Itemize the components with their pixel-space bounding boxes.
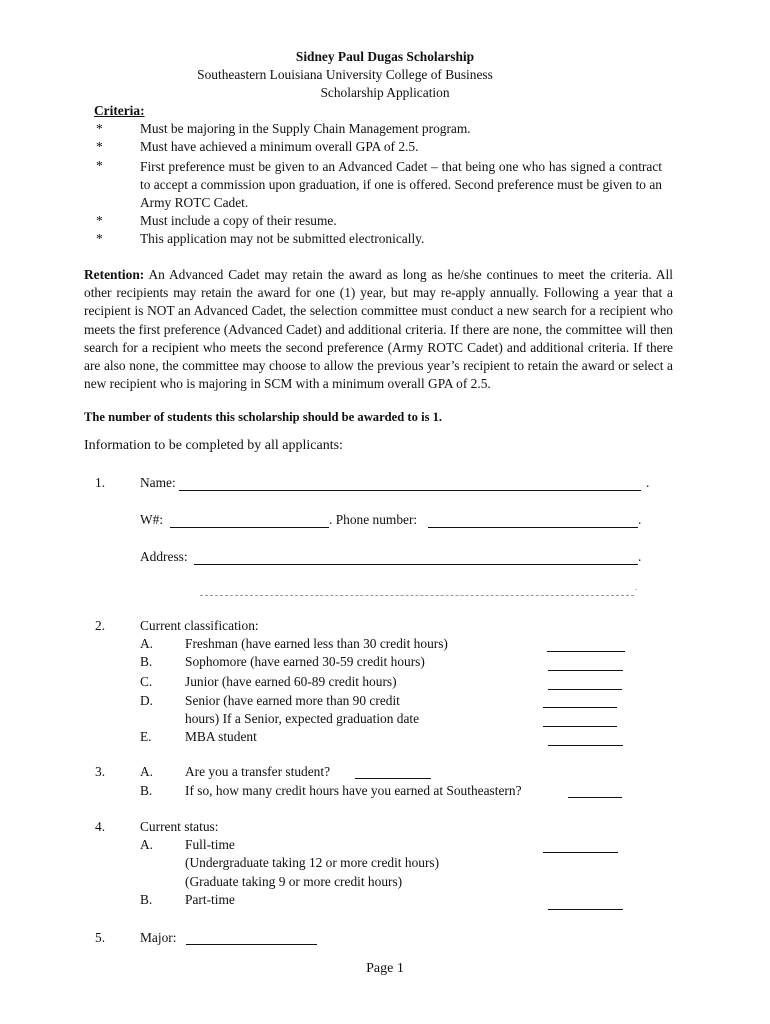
major-field[interactable] [186,944,317,945]
address-end: . [638,549,642,564]
option-letter: A. [140,764,154,779]
page-number: Page 1 [366,961,404,976]
award-count: The number of students this scholarship should be awarded to is 1. [84,410,443,424]
criteria-bullet: * [96,121,103,136]
option-part-time: Part-time [185,892,235,907]
option-letter: C. [140,674,153,689]
retention-text: An Advanced Cadet may retain the award as long as he/she continues to meet the criteria. All other recipients may retain the award for one (1) year, but may re-apply annually. Following a year that a recipient is NOT an Advanced Cadet, the selection committee must conduct a new search for a recipient who meets the first preference (Advanced Cadet) and additional criteria. If there are none, the committee will then search for a recipient who meets the second preference (Army ROTC Cadet) and additional criteria. If there are also none, the committee may choose to allow the previous year’s recipient to retain the award or select a new recipient who is majoring in SCM with a minimum overall GPA of 2.5. [84,267,673,392]
address-line-2-field[interactable] [200,595,634,596]
phone-field[interactable] [428,527,638,528]
option-senior: Senior (have earned more than 90 credit [185,693,400,708]
address-label: Address: [140,549,188,564]
address-line-2-end: . [635,582,638,593]
name-label: Name: [140,475,176,490]
question-number: 2. [95,618,106,633]
option-letter: B. [140,654,153,669]
option-senior-cont: hours) If a Senior, expected graduation date [185,711,420,726]
criteria-heading: Criteria: [94,103,145,118]
full-time-field[interactable] [543,852,618,853]
transfer-question: Are you a transfer student? [185,764,331,779]
full-time-note-undergrad: (Undergraduate taking 12 or more credit hours) [185,855,440,870]
credit-hours-field[interactable] [568,797,622,798]
criteria-bullet: * [96,231,103,246]
criteria-bullet: * [96,213,103,228]
criteria-item: Must have achieved a minimum overall GPA of 2.5. [140,139,419,154]
option-sophomore: Sophomore (have earned 30-59 credit hours) [185,654,425,669]
major-label: Major: [140,930,177,945]
classification-label: Current classification: [140,618,259,633]
sophomore-field[interactable] [548,670,623,671]
criteria-item: Must include a copy of their resume. [140,213,337,228]
option-letter: A. [140,837,154,852]
retention-paragraph [84,266,673,393]
criteria-bullet: * [96,139,103,154]
retention-label: Retention: [84,267,145,282]
question-number: 3. [95,764,106,779]
info-intro: Information to be completed by all applicants: [84,438,343,453]
option-letter: B. [140,892,153,907]
address-field[interactable] [194,564,638,565]
name-field[interactable] [179,490,641,491]
criteria-item: This application may not be submitted electronically. [140,231,425,246]
mba-field[interactable] [548,745,623,746]
option-letter: A. [140,636,154,651]
question-number: 4. [95,819,106,834]
junior-field[interactable] [548,689,622,690]
option-junior: Junior (have earned 60-89 credit hours) [185,674,397,689]
graduation-date-field[interactable] [543,726,617,727]
option-letter: D. [140,693,154,708]
form-name: Scholarship Application [320,85,450,100]
option-mba: MBA student [185,729,257,744]
senior-field[interactable] [543,707,617,708]
option-full-time: Full-time [185,837,235,852]
option-letter: E. [140,729,152,744]
document-title: Sidney Paul Dugas Scholarship [295,49,475,64]
phone-label: . Phone number: [329,512,418,527]
status-label: Current status: [140,819,219,834]
w-number-field[interactable] [170,527,329,528]
transfer-field[interactable] [355,778,431,779]
criteria-item: Must be majoring in the Supply Chain Management program. [140,121,471,136]
phone-end: . [638,512,642,527]
name-end: . [646,475,650,490]
criteria-item: First preference must be given to an Advanced Cadet – that being one who has signed a contract to accept a commission upon graduation, if one is offered. Second preference must be given to an Army ROTC Cadet. [140,159,662,211]
w-number-label: W#: [140,512,164,527]
credit-hours-question: If so, how many credit hours have you earned at Southeastern? [185,783,522,798]
criteria-bullet: * [96,158,103,173]
option-letter: B. [140,783,153,798]
option-freshman: Freshman (have earned less than 30 credit hours) [185,636,448,651]
question-number: 1. [95,475,106,490]
document-subtitle: Southeastern Louisiana University College of Business [197,67,493,82]
question-number: 5. [95,930,106,945]
freshman-field[interactable] [547,651,625,652]
part-time-field[interactable] [548,909,623,910]
full-time-note-grad: (Graduate taking 9 or more credit hours) [185,874,403,889]
